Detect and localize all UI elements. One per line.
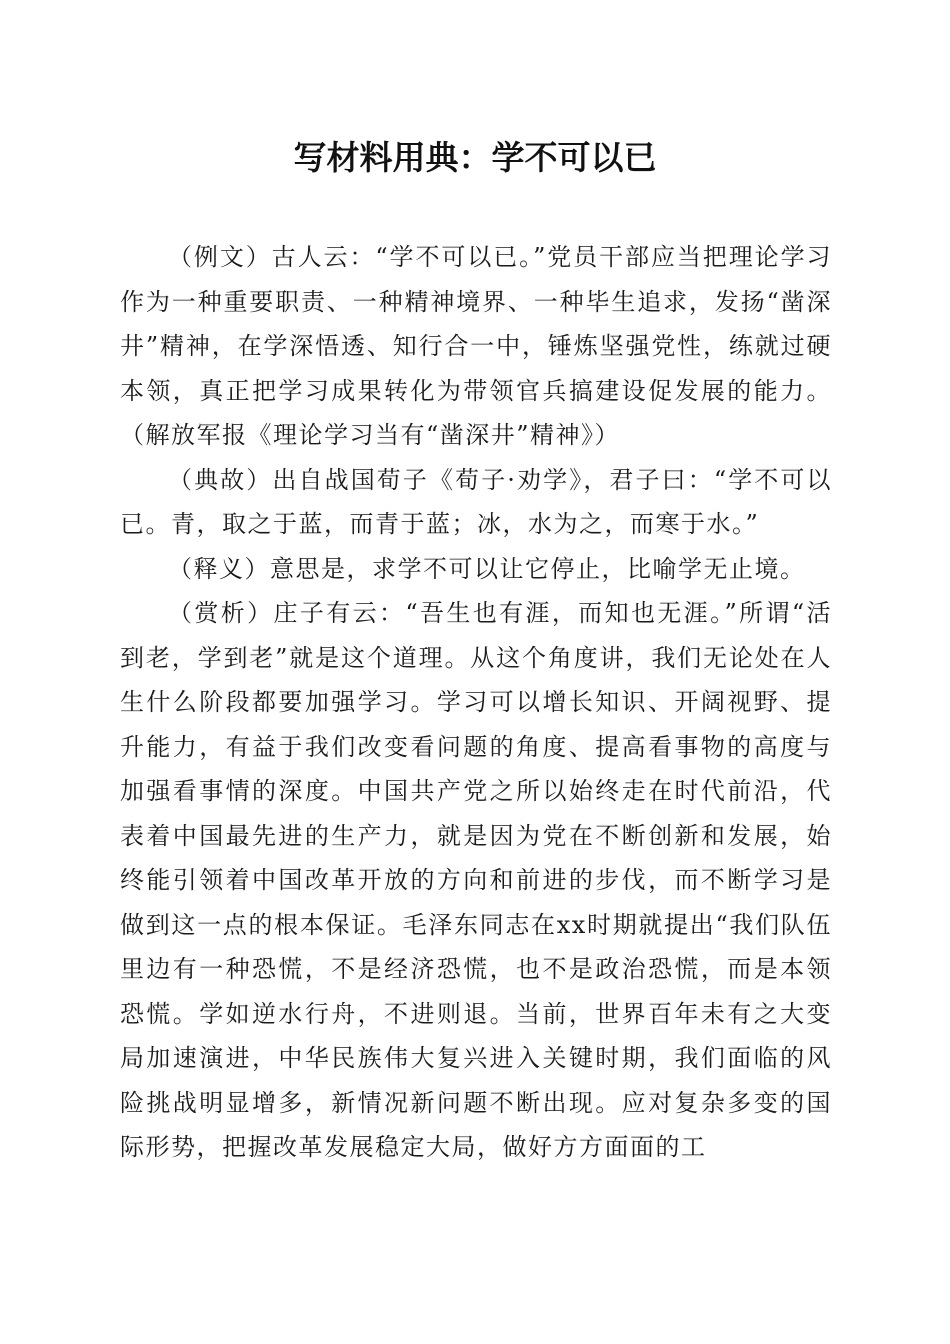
paragraph-interpretation: （释义）意思是，求学不可以让它停止，比喻学无止境。 <box>168 554 806 583</box>
document-title: 写材料用典：学不可以已 <box>293 138 657 177</box>
paragraph-allusion: （典故）出自战国荀子《荀子·劝学》，君子曰：“学不可以已。青，取之于蓝，而青于蓝；冰，水为之，而寒于水。” <box>120 465 832 538</box>
document-body <box>120 235 832 1170</box>
paragraph-appreciation: （赏析）庄子有云：“吾生也有涯，而知也无涯。”所谓“活到老，学到老”就是这个道理。从这个角度讲，我们无论处在人生什么阶段都要加强学习。学习可以增长知识、开阔视野、提升能力，有益于我们改变看问题的角度、提高看事物的高度与加强看事情的深度。中国共产党之所以始终走在时代前沿，代表着中国最先进的生产力，就是因为党在不断创新和发展，始终能引领着中国改革开放的方向和前进的步伐，而不断学习是做到这一点的根本保证。毛泽东同志在xx时期就提出“我们队伍里边有一种恐慌，不是经济恐慌，也不是政治恐慌，而是本领恐慌。学如逆水行舟，不进则退。当前，世界百年未有之大变局加速演进，中华民族伟大复兴进入关键时期，我们面临的风险挑战明显增多，新情况新问题不断出现。应对复杂多变的国际形势，把握改革发展稳定大局，做好方方面面的工 <box>120 599 832 1161</box>
paragraph-example: （例文）古人云：“学不可以已。”党员干部应当把理论学习作为一种重要职责、一种精神境界、一种毕生追求，发扬“凿深井”精神，在学深悟透、知行合一中，锤炼坚强党性，练就过硬本领，真正把学习成果转化为带领官兵搞建设促发展的能力。（解放军报《理论学习当有“凿深井”精神》） <box>120 243 832 449</box>
